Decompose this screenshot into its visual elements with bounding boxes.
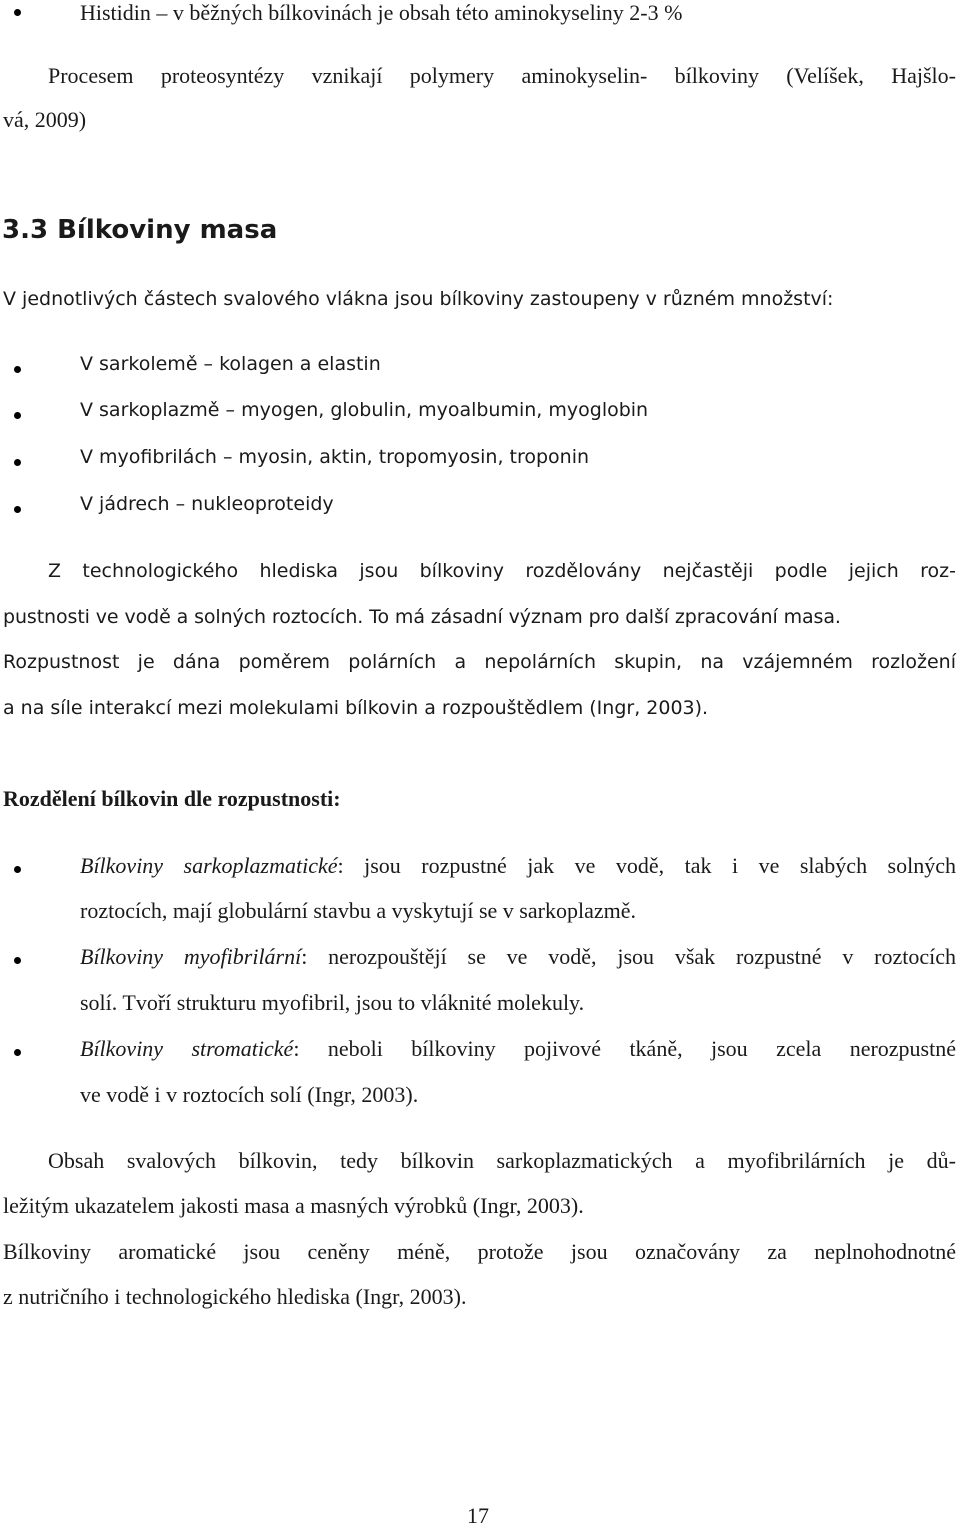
bullet-dot <box>14 366 21 373</box>
division-item-line1 <box>80 944 956 970</box>
division-item-line1 <box>80 853 956 879</box>
tech-paragraph-line2: pustnosti ve vodě a solných roztocích. To má zásadní význam pro další zpracování masa. <box>3 606 841 628</box>
tech-paragraph-line4: a na síle interakcí mezi molekulami bílkovin a rozpouštědlem (Ingr, 2003). <box>3 697 709 719</box>
section-intro: V jednotlivých částech svalového vlákna jsou bílkoviny zastoupeny v různém množství: <box>3 288 834 310</box>
histidin-bullet-text: Histidin – v běžných bílkovinách je obsah této aminokyseliny 2-3 % <box>80 0 683 25</box>
division-term: Bílkoviny stromatické <box>80 1036 294 1061</box>
fiber-list-item: V sarkoplazmě – myogen, globulin, myoalbumin, myoglobin <box>80 399 649 421</box>
division-description: : neboli bílkoviny pojivové tkáně, jsou zcela nerozpustné <box>293 1036 956 1061</box>
bullet-dot <box>14 957 21 964</box>
division-term: Bílkoviny myofibrilární <box>80 944 302 969</box>
division-item-line1 <box>80 1036 956 1062</box>
closing-paragraph-line1: Obsah svalových bílkovin, tedy bílkovin sarkoplazmatických a myofibrilárních je dů- <box>48 1148 956 1173</box>
bullet-dot <box>14 412 21 419</box>
intro-paragraph-line2: vá, 2009) <box>3 107 87 132</box>
division-item-line2: ve vodě i v roztocích solí (Ingr, 2003). <box>80 1082 419 1107</box>
section-heading: 3.3 Bílkoviny masa <box>2 215 278 245</box>
closing-paragraph-line4: z nutričního i technologického hlediska (Ingr, 2003). <box>3 1284 467 1309</box>
division-item-line2: roztocích, mají globulární stavbu a vyskytují se v sarkoplazmě. <box>80 898 636 923</box>
tech-paragraph-line3: Rozpustnost je dána poměrem polárních a nepolárních skupin, na vzájemném rozložení <box>3 651 956 673</box>
bullet-dot <box>14 1049 21 1056</box>
division-description: : nerozpouštějí se ve vodě, jsou však rozpustné v roztocích <box>301 944 956 969</box>
division-heading: Rozdělení bílkovin dle rozpustnosti: <box>3 786 341 811</box>
fiber-list-item: V sarkolemě – kolagen a elastin <box>80 353 381 375</box>
bullet-dot <box>14 459 21 466</box>
division-term: Bílkoviny sarkoplazmatické <box>80 853 338 878</box>
bullet-dot <box>14 9 21 16</box>
division-description: : jsou rozpustné jak ve vodě, tak i ve slabých solných <box>337 853 956 878</box>
division-item-line2: solí. Tvoří strukturu myofibril, jsou to vláknité molekuly. <box>80 990 585 1015</box>
intro-paragraph-line1: Procesem proteosyntézy vznikají polymery aminokyselin- bílkoviny (Velíšek, Hajšlo- <box>48 63 956 88</box>
bullet-dot <box>14 866 21 873</box>
fiber-list-item: V myofibrilách – myosin, aktin, tropomyosin, troponin <box>80 446 590 468</box>
closing-paragraph-line2: ležitým ukazatelem jakosti masa a masných výrobků (Ingr, 2003). <box>3 1193 584 1218</box>
tech-paragraph-line1: Z technologického hlediska jsou bílkoviny rozdělovány nejčastěji podle jejich roz- <box>48 560 956 582</box>
page-number: 17 <box>467 1503 489 1528</box>
bullet-dot <box>14 506 21 513</box>
fiber-list-item: V jádrech – nukleoproteidy <box>80 493 334 515</box>
closing-paragraph-line3: Bílkoviny aromatické jsou ceněny méně, protože jsou označovány za neplnohodnotné <box>3 1239 956 1264</box>
